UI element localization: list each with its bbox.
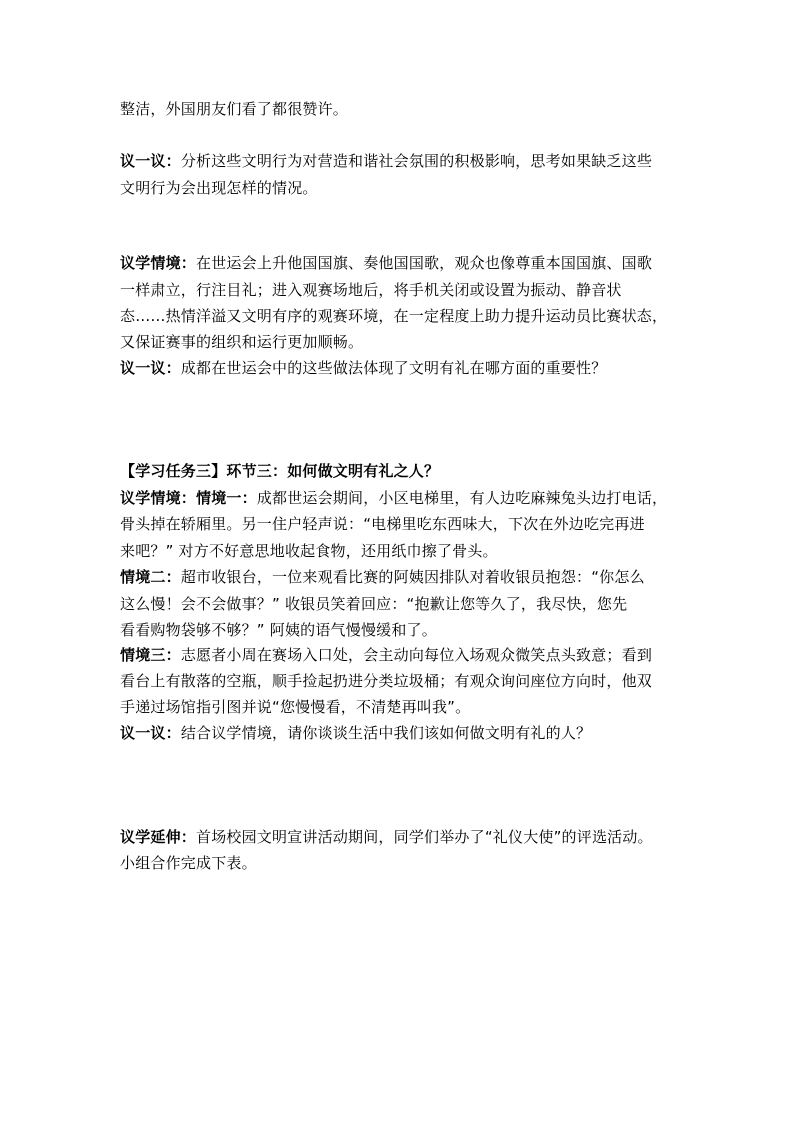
scenario-text: 骨头掉在轿厢里。另一住户轻声说：“电梯里吃东西味大，下次在外边吃完再进: [120, 515, 645, 533]
scenario-text: 在世运会上升他国国旗、奏他国国歌，观众也像尊重本国国旗、国歌: [196, 254, 653, 272]
discuss-text: 分析这些文明行为对营造和谐社会氛围的积极影响，思考如果缺乏这些: [180, 152, 653, 170]
scenario-3-sub2-line2: [120, 590, 627, 618]
scenario-text: 手递过场馆指引图并说“您慢慢看，不清楚再叫我”。: [120, 698, 471, 716]
scenario-2: [120, 249, 652, 277]
paragraph-continuation: [120, 95, 348, 123]
discuss-label: 议一议：: [120, 724, 181, 742]
extension-text: 首场校园文明宣讲活动期间，同学们举办了“礼仪大使”的评选活动。: [196, 828, 653, 846]
discuss-prompt-2: [120, 354, 606, 382]
scenario-3-sub2: [120, 563, 645, 591]
scenario-2-line4: [120, 328, 363, 356]
scenario-3-sub1: [120, 484, 667, 512]
extension-paragraph-line2: [120, 849, 257, 877]
discuss-prompt-1: [120, 147, 652, 175]
extension-label: 议学延伸：: [120, 828, 197, 846]
scenario-text: 一样肃立，行注目礼；进入观赛场地后，将手机关闭或设置为振动、静音状: [120, 281, 622, 299]
scenario-2-line2: [120, 276, 622, 304]
discuss-prompt-1-cont: [120, 174, 318, 202]
scenario-3-sub3: [120, 641, 652, 669]
extension-text: 小组合作完成下表。: [120, 854, 257, 872]
discuss-text: 结合议学情境，请你谈谈生活中我们该如何做文明有礼的人？: [180, 724, 592, 742]
scenario-text: 志愿者小周在赛场入口处，会主动向每位入场观众微笑点头致意；看到: [180, 646, 653, 664]
scenario-text: 又保证赛事的组织和运行更加顺畅。: [120, 333, 364, 351]
discuss-prompt-3: [120, 719, 591, 747]
discuss-text: 成都在世运会中的这些做法体现了文明有礼在哪方面的重要性？: [180, 359, 607, 377]
scenario-3-sub3-line2: [120, 667, 652, 695]
scenario-3-sub2-line3: [120, 616, 437, 644]
scenario-label: 议学情境：: [120, 254, 197, 272]
scenario-text: 看看购物袋够不够？” 阿姨的语气慢慢缓和了。: [120, 621, 437, 639]
discuss-label: 议一议：: [120, 359, 181, 377]
paragraph-text: 整洁，外国朋友们看了都很赞许。: [120, 100, 349, 118]
section-heading: 【学习任务三】环节三：如何做文明有礼之人？: [120, 462, 440, 480]
scenario-text: 看台上有散落的空瓶，顺手捡起扔进分类垃圾桶；有观众询问座位方向时，他双: [120, 672, 653, 690]
discuss-text: 文明行为会出现怎样的情况。: [120, 179, 318, 197]
scenario-text: 来吧？” 对方不好意思地收起食物，还用纸巾擦了骨头。: [120, 542, 498, 560]
scenario-3-sub1-line3: [120, 537, 498, 565]
sub-scenario-label: 情境一：: [196, 489, 257, 507]
scenario-label: 议学情境：: [120, 489, 197, 507]
scenario-text: 成都世运会期间，小区电梯里，有人边吃麻辣兔头边打电话，: [256, 489, 668, 507]
scenario-2-line3: [120, 302, 667, 330]
scenario-text: 这么慢！会不会做事？” 收银员笑着回应：“抱歉让您等久了，我尽快，您先: [120, 595, 628, 613]
extension-paragraph: [120, 823, 653, 851]
section-heading-task3: [120, 457, 439, 485]
sub-scenario-label: 情境二：: [120, 568, 181, 586]
scenario-text: 态……热情洋溢又文明有序的观赛环境，在一定程度上助力提升运动员比赛状态，: [120, 307, 668, 325]
discuss-label: 议一议：: [120, 152, 181, 170]
sub-scenario-label: 情境三：: [120, 646, 181, 664]
scenario-text: 超市收银台，一位来观看比赛的阿姨因排队对着收银员抱怨：“你怎么: [180, 568, 645, 586]
scenario-3-sub1-line2: [120, 510, 645, 538]
scenario-3-sub3-line3: [120, 693, 470, 721]
